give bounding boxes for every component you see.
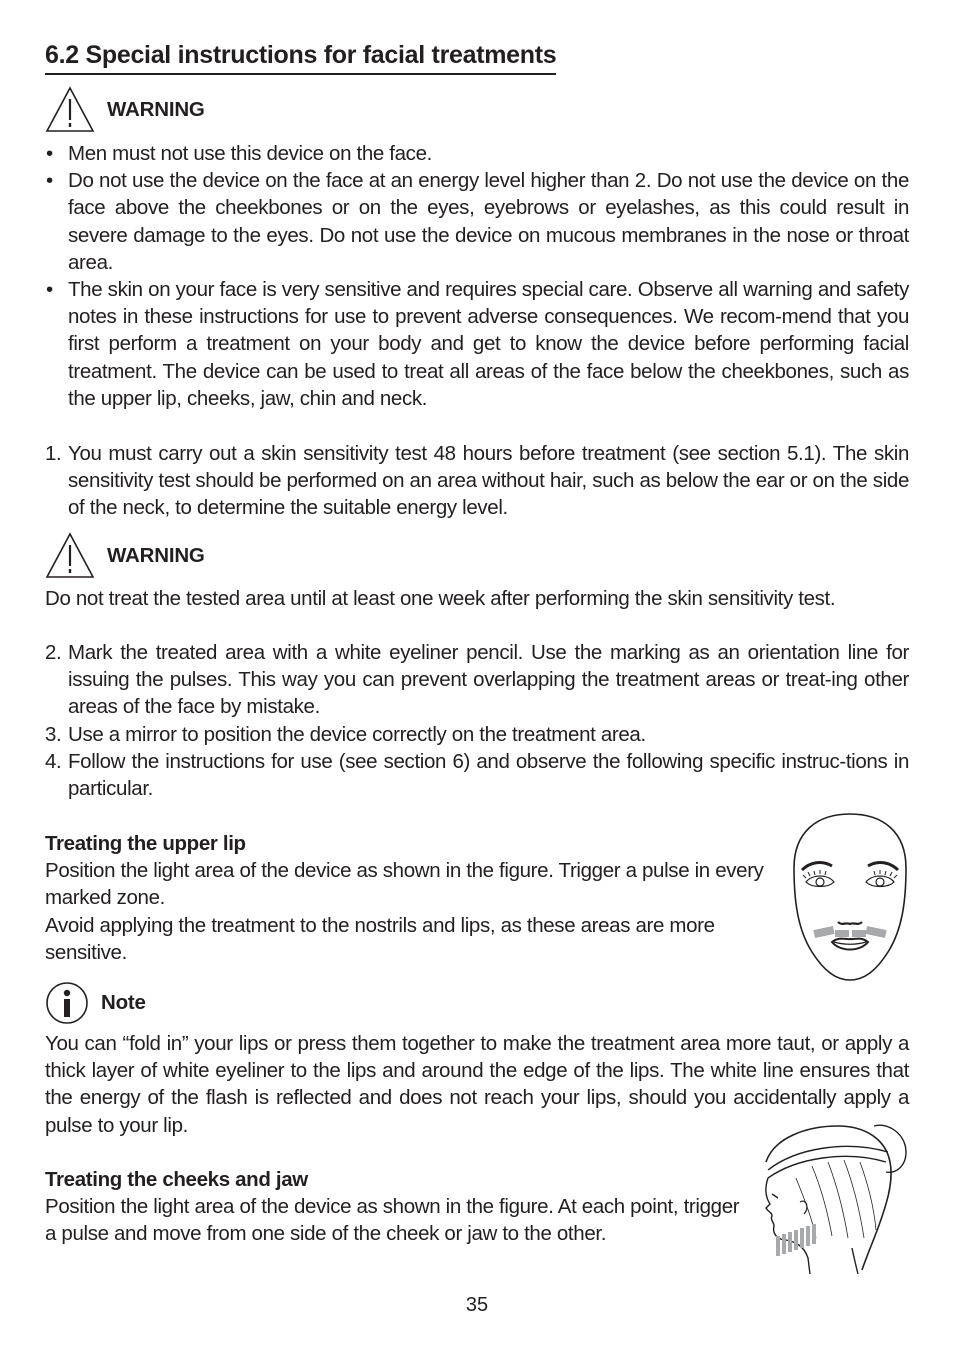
note-label: Note	[101, 991, 146, 1014]
note-header	[45, 981, 146, 1025]
paragraph: Avoid applying the treatment to the nostrils and lips, as these areas are more sensitive.	[45, 913, 715, 964]
warning-bullets	[45, 140, 909, 412]
head-side-figure	[756, 1118, 912, 1274]
warning-header-1	[45, 86, 205, 133]
info-icon	[45, 981, 89, 1025]
step-text: Follow the instructions for use (see section 6) and observe the following specific instruc-tions in particular.	[68, 749, 909, 801]
step-number: 4.	[45, 749, 62, 773]
warning-triangle-icon	[45, 532, 95, 579]
list-item	[45, 748, 909, 802]
section-heading: 6.2 Special instructions for facial treatments	[45, 38, 556, 75]
list-item	[45, 639, 909, 721]
warning-label: WARNING	[107, 543, 205, 567]
step-number: 1.	[45, 442, 62, 465]
cheeks-section	[45, 1166, 755, 1248]
note-text: You can “fold in” your lips or press them together to make the treatment area more taut, or apply a thick layer of white eyeliner to the lips and around the edge of the lips. The white line ensures that the energy of the flash is reflected and does not reach your lips, should you accidentally apply a pulse to your lip.	[45, 1032, 909, 1137]
step-number: 3.	[45, 722, 62, 746]
step-1	[45, 440, 909, 522]
paragraph: Position the light area of the device as shown in the figure. Trigger a pulse in every marked zone.	[45, 859, 764, 910]
list-item: • Do not use the device on the face at an energy level higher than 2. Do not use the device on the face above the cheekbones or on the eyes, eyebrows or eyelashes, as this could result in severe damage to the eyes. Do not use the device on mucous membranes in the nose or throat area.	[45, 167, 909, 276]
step-number: 2.	[45, 641, 62, 664]
list-item: • The skin on your face is very sensitive and requires special care. Observe all warning and safety notes in these instructions for use to prevent adverse consequences. We recom-mend that you first perform a treatment on your body and get to know the device before performing facial treatment. The device can be used to treat all areas of the face below the cheekbones, such as the upper lip, cheeks, jaw, chin and neck.	[45, 276, 909, 412]
step-text: Mark the treated area with a white eyeliner pencil. Use the marking as an orientation line for issuing the pulses. This way you can prevent overlapping the treatment areas or treat-ing other areas of the face by mistake.	[68, 641, 909, 719]
upper-lip-section	[45, 830, 785, 966]
face-front-figure	[788, 810, 912, 986]
paragraph: Position the light area of the device as shown in the figure. At each point, trigger a pulse and move from one side of the cheek or jaw to the other.	[45, 1195, 740, 1246]
steps-list	[45, 639, 909, 802]
subsection-title: Treating the upper lip	[45, 832, 246, 855]
page-number: 35	[465, 1294, 489, 1316]
warning-header-2	[45, 532, 205, 579]
warning-triangle-icon	[45, 86, 95, 133]
warning-label: WARNING	[107, 97, 205, 121]
warning-2-text: Do not treat the tested area until at least one week after performing the skin sensitivity test.	[45, 587, 836, 610]
subsection-title: Treating the cheeks and jaw	[45, 1168, 308, 1191]
list-item	[45, 721, 909, 748]
list-item	[45, 440, 909, 522]
step-text: Use a mirror to position the device correctly on the treatment area.	[68, 722, 646, 746]
step-text: You must carry out a skin sensitivity test 48 hours before treatment (see section 5.1). The skin sensitivity test should be performed on an area without hair, such as below the ear or on the side of the neck, to determine the suitable energy level.	[68, 442, 909, 520]
list-item: • Men must not use this device on the face.	[45, 140, 909, 167]
